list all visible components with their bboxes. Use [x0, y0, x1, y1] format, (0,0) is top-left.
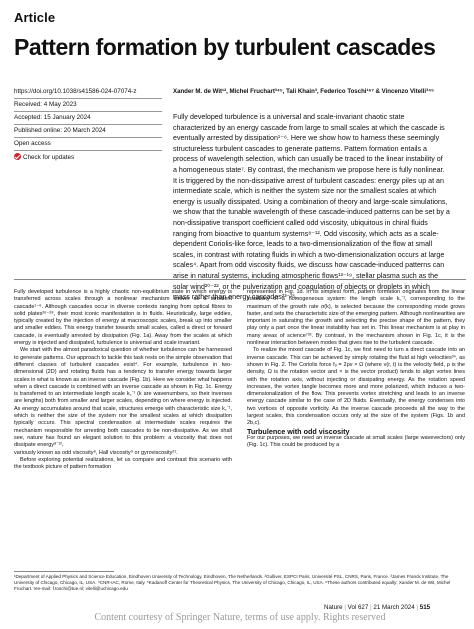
footer-separator: | — [370, 604, 372, 611]
meta-divider — [14, 98, 162, 99]
page-footer — [324, 604, 430, 611]
abstract-line: dependent Coriolis-like force, leads to a two-dimensionalization of the flow at small — [173, 240, 433, 249]
body-paragraph: represented in Fig. 1d. In its simplest form, pattern formation originates from the linear instability of a homogeneous system: the length scale k꜀⁻¹, corresponding to the maximum of the growth rate σ(k), is selected because the corresponding mode grows faster, and sets the characteristic size of the emerging pattern. Although nonlinearities are important in saturating the growth and selecting the precise shape of the pattern, they play only a part once the linear instability has set in. This linear mechanism is at play in many areas of science⁷³². By contrast, in the mechanism shown in Fig. 1c, it is the nonlinear interaction between modes that gives rise to the turbulent cascade. — [247, 289, 465, 347]
article-title: Pattern formation by turbulent cascades — [14, 34, 436, 60]
footer-separator: | — [344, 604, 346, 611]
abstract-line: a homogeneous state⁷. By contrast, the mechanism we propose here is fully nonlinear. — [173, 165, 445, 174]
check-updates-icon — [14, 153, 21, 160]
footnote-divider — [14, 571, 114, 572]
body-paragraph: For our purposes, we need an inverse cascade at small scales (large wavevectors) only (Fig. 1c). This could be produced by a — [247, 434, 465, 449]
abstract — [173, 112, 465, 303]
footer-separator: | — [416, 604, 419, 611]
abstract-line: scales, in contrast with rotating fluids in which a two-dimensionalization occurs at large — [173, 250, 445, 259]
abstract-line: Fully developed turbulence is a universal and scale-invariant chaotic state — [173, 113, 405, 121]
affiliation-footnotes: ¹Department of Applied Physics and Science Education, Eindhoven University of Technology, Eindhoven, The Netherlands. ²Gulliver, ESPCI Paris, Université PSL, CNRS, Paris, France. ³James Franck Institute, The University of Chicago, Chicago, IL, USA. ⁴CNR-IAC, Rome, Italy. ⁵Kadanoff Center for Theoretical Physics, The University of Chicago, Chicago, IL, USA. ⁶These authors contributed equally: Xander M. de Wit, Michel Fruchart. ✉e-mail: f.toschi@tue.nl; vitelli@uchicago.edu — [14, 574, 451, 591]
abstract-line: scales⁴. Apart from odd viscosity fluids, we discuss how cascade-induced patterns can — [173, 261, 445, 270]
body-paragraph: Before exploring potential realizations, let us compare and contrast this scenario with the textbook picture of pattern formation — [14, 456, 232, 471]
check-updates-button[interactable] — [14, 153, 166, 162]
abstract-line: solar wind²⁰⁻²², or the pulverization and coagulation of objects or droplets in which — [173, 282, 430, 291]
abstract-line: arise in natural systems, including atmospheric flows¹³⁻¹⁹, stellar plasma such as the — [173, 271, 439, 280]
meta-divider — [14, 150, 162, 151]
page-number: 515 — [419, 604, 431, 611]
meta-divider — [14, 137, 162, 138]
body-paragraph: We start with the almost paradoxical question of whether turbulence can be harnessed to generate patterns. Our approach to tackle this task rests on the simple observation that different classes of turbulent cascades exist⁴. For example, turbulence in two-dimensional (2D) and rotating fluids has a tendency to transfer energy towards larger scales in what is known as an inverse cascade (Fig. 1b). Here we consider what happens when a direct cascade is combined with an inverse cascade as shown in Fig. 1c. Energy is transferred to an intermediate length scale k꜀⁻¹ (k are wavenumbers, so their inverses are lengths) both from smaller and larger scales, depending on where energy is injected. As energy accumulates around that scale, structures emerge with characteristic size k꜀⁻¹, which is neither the size of the system nor the smallest scales at which dissipation typically occurs. This spectral condensation at intermediate scales requires the mechanism responsible for arresting both cascades to be non-dissipative. As we shall see, nature has found an elegant solution to this problem: a viscosity that does not dissipate energy⁸⁻¹², — [14, 347, 232, 449]
published-date: Published online: 20 March 2024 — [14, 127, 106, 134]
meta-divider — [14, 111, 162, 112]
abstract-line: process of wavelength selection, which can usually be traced to the linear instability of — [173, 155, 443, 164]
abstract-line: energy is usually dissipated. Using a combination of theory and large-scale simulations, — [173, 197, 448, 206]
check-updates-label: Check for updates — [23, 154, 75, 161]
copyright-watermark: Content courtesy of Springer Nature, terms of use apply. Rights reserved — [94, 612, 386, 623]
author-list: Xander M. de Wit¹², Michel Fruchart³⁴⁵, Tali Khain³, Federico Toschi¹⁶⁷ & Vincenzo Vitelli³⁴⁵ — [173, 88, 435, 95]
section-divider — [14, 279, 466, 280]
body-column-left — [14, 289, 232, 471]
received-date: Received: 4 May 2023 — [14, 101, 77, 108]
abstract-line: non-dissipative transport coefficient called odd viscosity, ubiquitous in chiral fluids — [173, 218, 428, 227]
journal-name: Nature — [324, 604, 343, 611]
article-type-label: Article — [14, 10, 56, 25]
abstract-line: It is triggered by the non-dissipative arrest of turbulent cascades: energy piles up at an — [173, 176, 444, 185]
body-column-right — [247, 289, 465, 450]
abstract-line: characterized by an energy cascade from large to small scales at which the cascade is — [173, 123, 445, 132]
abstract-line: mass rather than energy cascades²³⁻²⁵. — [173, 293, 298, 302]
doi-link[interactable]: https://doi.org/10.1038/s41586-024-07074-z — [14, 88, 137, 95]
body-paragraph: variously known as odd viscosity⁸, Hall viscosity⁹ or gyroviscosity²¹. — [14, 449, 178, 456]
body-paragraph: To realize the mixed cascade of Fig. 1c, we first need to turn a direct cascade into an inverse cascade. This can be achieved by simply rotating the fluid at high velocities³⁴, as shown in Fig. 2. The Coriolis force fₒ = 2ρv × Ω (where v(r, t) is the velocity field, ρ is the density, Ω is the rotation vector and × is the vector product) tends to align vortex lines with the rotation axis, without injecting or dissipating energy. As the rotation speed increases, the vortex tangle becomes more and more polarized, which induces a two-dimensionalization of the flow. This prevents vortex stretching and leads to an inverse energy cascade similar to the case of 2D fluids. Eventually, the energy condenses into two vortices of opposite vorticity. As the inverse cascade proceeds all the way to the largest scales, this condensation occurs only at the size of the system (Figs. 1b and 2b,c). — [247, 347, 465, 427]
meta-divider — [14, 124, 162, 125]
open-access-label: Open access — [14, 140, 51, 147]
abstract-line: intermediate scale, which is neither the system size nor the smallest scales at which — [173, 187, 437, 196]
section-heading: Turbulence with odd viscosity — [247, 426, 350, 436]
abstract-line: structureless turbulent cascades to generate patterns. Pattern formation entails a — [173, 144, 427, 153]
abstract-line: ranging from bioactive to quantum systems⁸⁻¹². Odd viscosity, which acts as a scale- — [173, 229, 439, 238]
abstract-line: we show that the tunable wavelength of these cascade-induced patterns can be set by a — [173, 208, 450, 217]
accepted-date: Accepted: 15 January 2024 — [14, 114, 91, 121]
issue-date: 21 March 2024 — [373, 604, 415, 611]
body-paragraph: Fully developed turbulence is a highly chaotic non-equilibrium state in which energy is transferred across scales through a nonlinear mechanism known as a turbulent cascade¹⁻⁶. Although cascades occur in diverse contexts ranging from optical fibres to solid plates²⁶⁻²⁸, their most iconic manifestation is in fluids. Heuristically, large eddies, typically created by the injection of energy at macroscopic scales, break up into smaller and smaller eddies. This energy transfer towards small scales, called a direct or forward cascade, is eventually arrested by dissipation (Fig. 1a). Away from the scales at which energy is injected and dissipated, turbulence is universal and scale invariant. — [14, 289, 232, 347]
journal-volume: Vol 627 — [347, 604, 369, 611]
abstract-line: eventually arrested by dissipation¹⁻⁶. Here we show how to harness these seemingly — [173, 134, 440, 143]
